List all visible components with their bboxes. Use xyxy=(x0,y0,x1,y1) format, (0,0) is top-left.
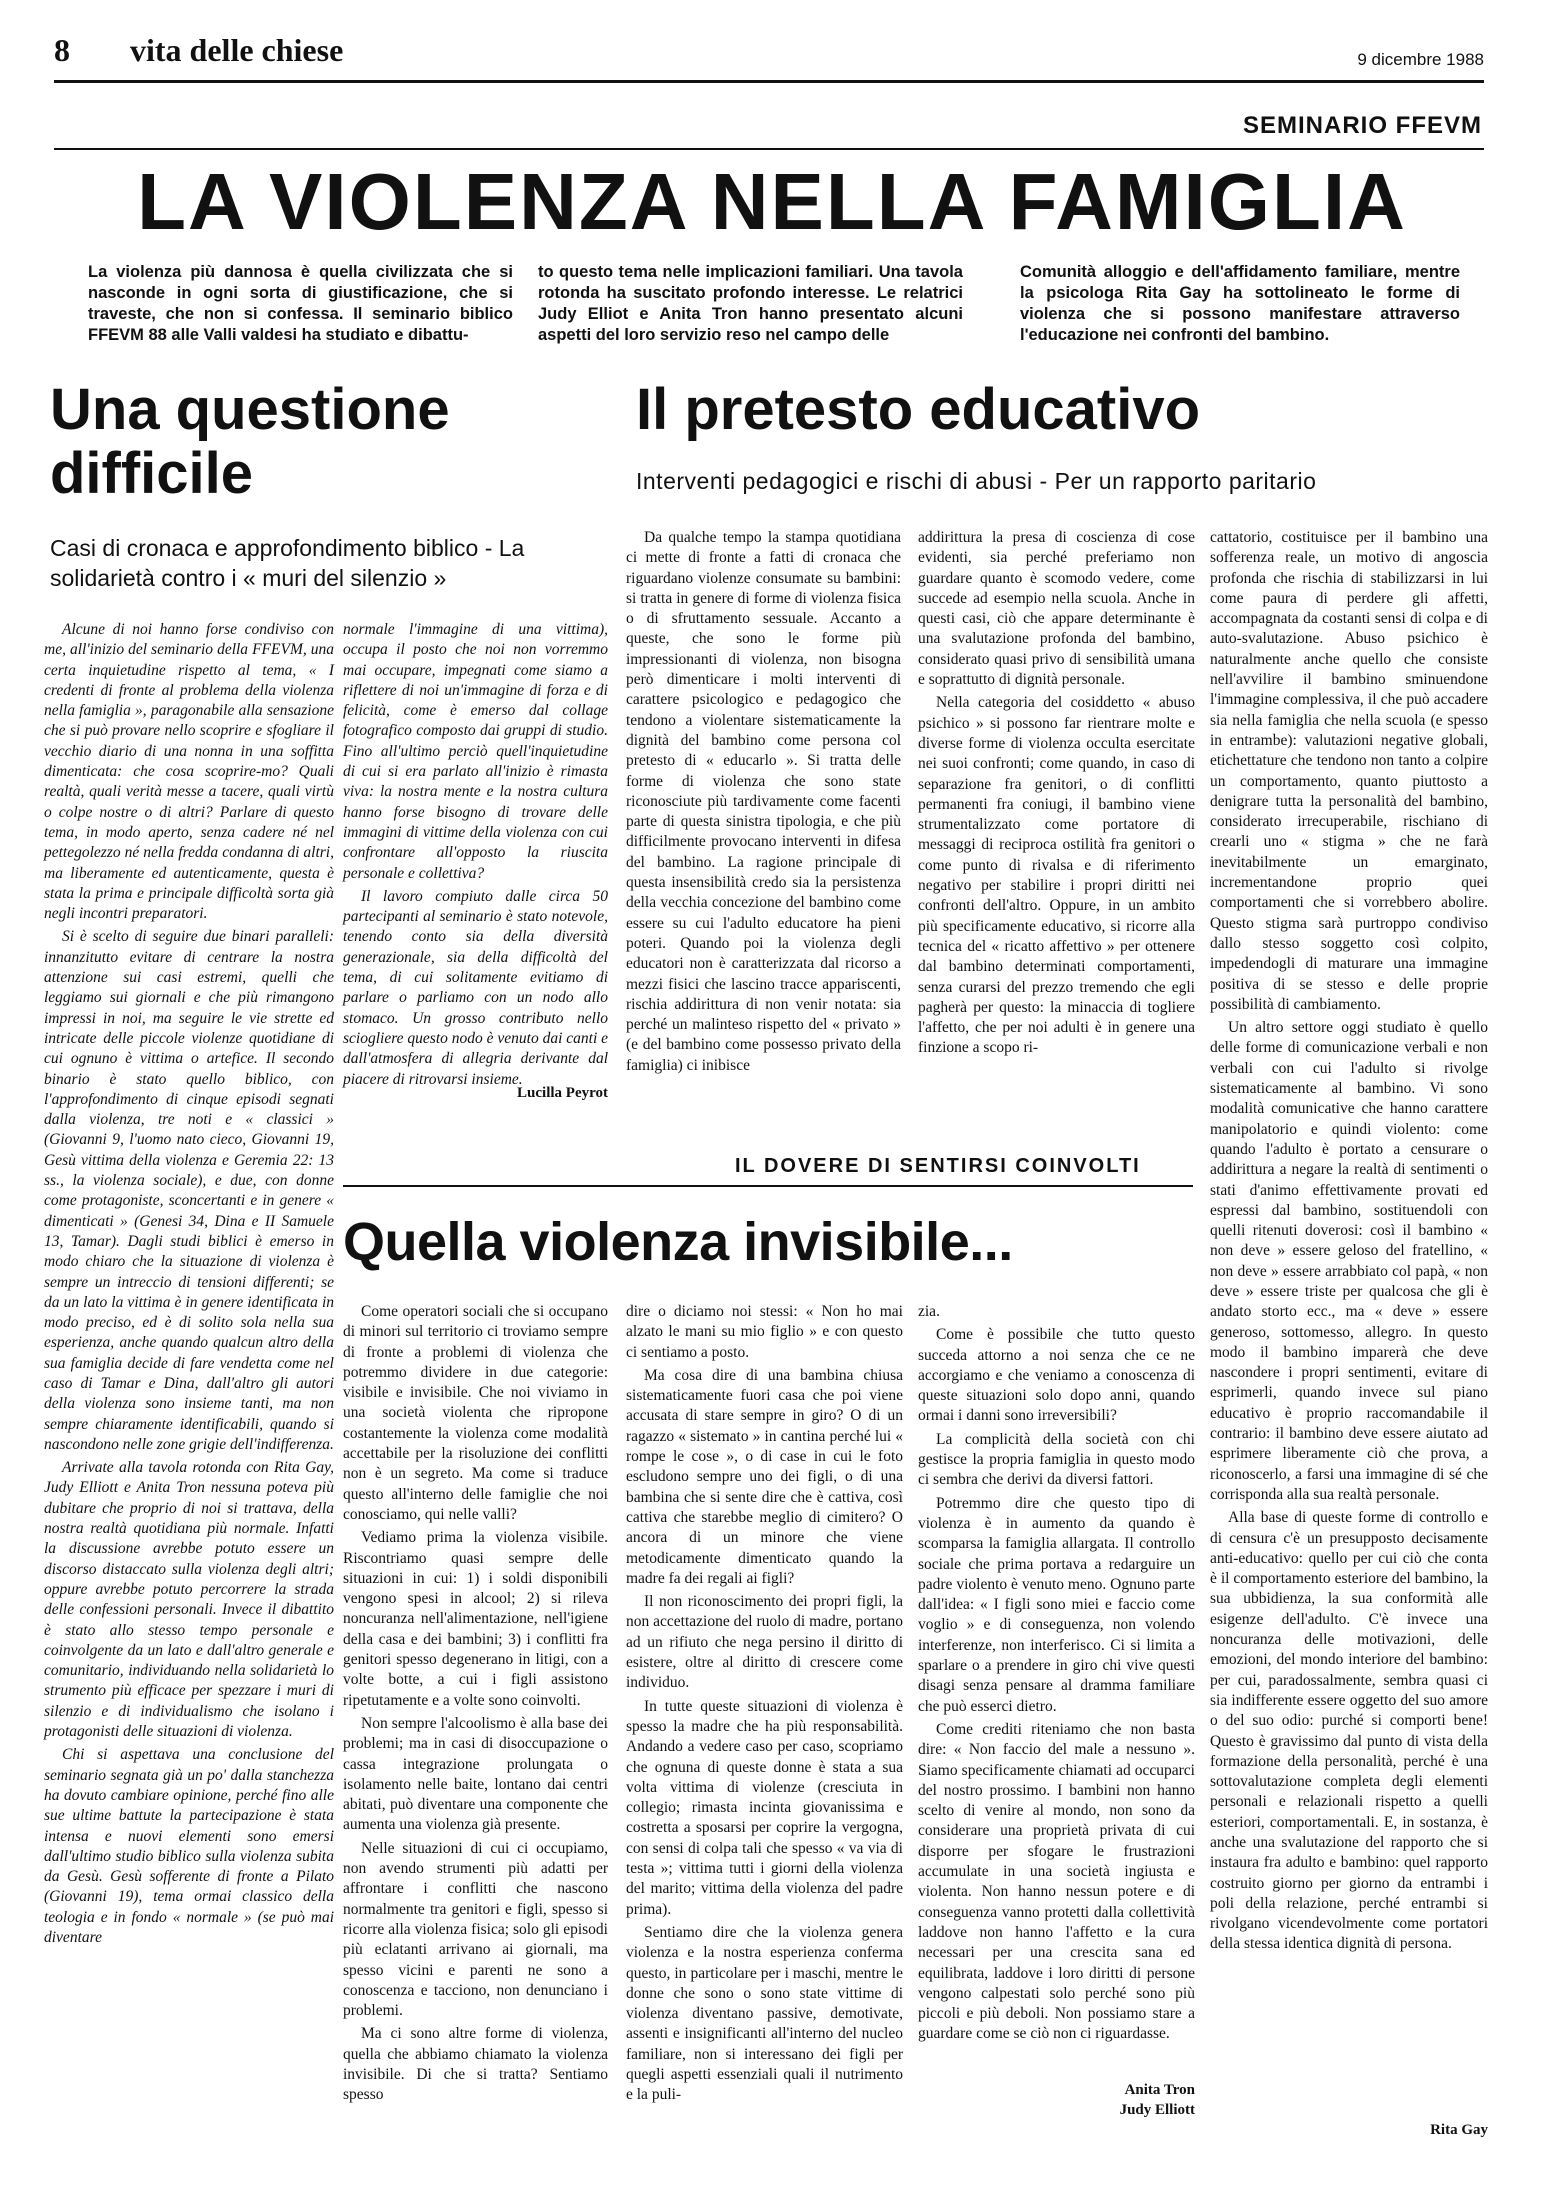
paragraph: Da qualche tempo la stampa quotidiana ci mette di fronte a fatti di cronaca che riguardano violenze consumate su bambini: si tratta in genere di forme di violenza fisica o di sfruttamento sessuale. Accanto a queste, che sono le forme più impressionanti di violenza, non bisogna però dimenticare i molti interventi di carattere psicologico e pedagogico che tendono a violentare sistematicamente la dignità del bambino come persona col pretesto di « educarlo ». Si tratta delle forme di violenza che sono state riconosciute più tardivamente come facenti parte di questa sinistra tipologia, e che più difficilmente provocano interventi in difesa del bambino. La ragione principale di questa insensibilità credo sia la persistenza della vecchia concezione del bambino come essere su cui l'adulto educatore ha pieni poteri. Quando poi la violenza degli educatori non è caratterizzata dal ricorso a mezzi fisici che lascino tracce appariscenti, rischia addirittura di non venir notata: sia perché un malinteso rispetto del « privato » (e del bambino come possesso privato della famiglia) ci inibisce xyxy=(626,529,901,1074)
article3-col1 xyxy=(343,1302,608,2112)
paragraph: In tutte queste situazioni di violenza è spesso la madre che ha più responsabilità. Andando a vedere caso per caso, scopriamo che ognuna di queste donne è stata a sua volta vittima di violenze (cresciuta in collegio; rimasta incinta giovanissima e costretta a sposarsi per coprire la vergogna, con sensi di colpa tali che spesso « va via di testa »; vittima tutti i giorni della violenza del marito; vittima della violenza del padre prima). xyxy=(626,1697,903,1918)
article3-kicker: IL DOVERE DI SENTIRSI COINVOLTI xyxy=(735,1155,1141,1177)
article3-rule xyxy=(343,1185,1193,1187)
header-rule xyxy=(54,80,1484,83)
paragraph: Come crediti riteniamo che non basta dire: « Non faccio del male a nessuno ». Siamo specificamente chiamati ad occuparci del nostro prossimo. I bambini non hanno scelto di venire al mondo, non sono da considerare una proprietà privata di cui disporre per sfogare le frustrazioni accumulate in una società ingiusta e violenta. Non hanno nessun potere e di conseguenza vanno protetti dalla collettività laddove non hanno l'affetto e la cura necessari per una crescita sana ed equilibrata, laddove i loro diritti di persone vengono calpestati solo perché sono più piccoli e più deboli. Non possiamo stare a guardare come se ciò non ci riguardasse. xyxy=(918,1720,1195,2043)
main-title: LA VIOLENZA NELLA FAMIGLIA xyxy=(137,157,1407,246)
article3-signature-2: Judy Elliott xyxy=(1119,2102,1195,2118)
paragraph: Ma ci sono altre forme di violenza, quella che abbiamo chiamato la violenza invisibile. Di che si tratta? Sentiamo spesso xyxy=(343,2025,608,2104)
intro-col-3: Comunità alloggio e dell'affidamento familiare, mentre la psicologa Rita Gay ha sottolineato le forme di violenza che si possono manifestare attraverso l'educazione nei confronti del bambino. xyxy=(1020,263,1460,344)
section-name: vita delle chiese xyxy=(130,32,344,68)
paragraph: Vediamo prima la violenza visibile. Riscontriamo quasi sempre delle situazioni in cui: 1) i soldi disponibili vengono spesi in alcool; 2) si rileva noncuranza nell'alimentazione, nell'igiene della casa e dei bambini; 3) i conflitti fra genitori spesso degenerano in litigi, con a volte botte, a cui i figli assistono ripetutamente e a volte sono coinvolti. xyxy=(343,1529,608,1709)
paragraph: Come è possibile che tutto questo succeda attorno a noi senza che ce ne accorgiamo e che veniamo a conoscenza di queste situazioni solo dopo anni, quando ormai i danni sono irreversibili? xyxy=(918,1326,1195,1425)
paragraph: Il non riconoscimento dei propri figli, la non accettazione del ruolo di madre, portano ad un rifiuto che nega persino il diritto di esistere, oltre al diritto di crescere come individuo. xyxy=(626,1593,903,1692)
article1-title: Una questione difficile xyxy=(50,377,450,506)
paragraph: Nelle situazioni di cui ci occupiamo, non avendo strumenti più adatti per affrontare i conflitti che nascono normalmente tra genitori e figli, spesso si ricorre alla violenza fisica; solo gli episodi più eclatanti arrivano ai giornali, ma spesso vicini e parenti ne sono a conoscenza e tacciono, non denunciano i problemi. xyxy=(343,1839,608,2020)
paragraph: addirittura la presa di coscienza di cose evidenti, sia perché preferiamo non guardare quanto è scomodo vedere, come succede ad esempio nella scuola. Anche in questi casi, ciò che appare determinante è una svalutazione profonda del bambino, considerato quasi privo di sensibilità umana e soprattutto di dignità personale. xyxy=(918,529,1195,689)
article1-col1 xyxy=(44,620,334,2190)
paragraph: Ma cosa dire di una bambina chiusa sistematicamente fuori casa che poi viene accusata di stare sempre in giro? O di un ragazzo « sistemato » in cantina perché lui « rompe le cose », o di case in cui le foto escludono sempre uno dei figli, o di una bambina che si sente dire che è cattiva, così cattiva che starebbe meglio di cimitero? O ancora di un minore che viene metodicamente dimenticato quando la madre fa dei regali ai figli? xyxy=(626,1366,903,1587)
paragraph: zia. xyxy=(918,1303,940,1320)
intro-col-1: La violenza più dannosa è quella civilizzata che si nasconde in ogni sorta di giustificazione, che si traveste, che non si confessa. Il seminario biblico FFEVM 88 alle Valli valdesi ha studiato e dibattu- xyxy=(88,263,513,344)
paragraph: Nella categoria del cosiddetto « abuso psichico » si possono far rientrare molte e diverse forme di violenza occulta esercitate nei suoi confronti; come quando, in caso di separazione fra genitori, o di conflitti permanenti fra coniugi, il bambino viene strumentalizzato come portatore di messaggi di reciproca ostilità fra genitori o come punto di rivalsa e di riferimento negativo per stabilire i propri diritti nei confronti dell'altro. Oppure, in un ambito più specificamente educativo, si ricorre alla tecnica del « ricatto affettivo » per ottenere dal bambino determinati comportamenti, senza curarsi del prezzo tremendo che egli pagherà per questo: la minaccia di togliere l'affetto, che per noi adulti è in genere una finzione a scopo ri- xyxy=(918,694,1195,1057)
paragraph: Chi si aspettava una conclusione del seminario segnata già un po' dalla stanchezza ha dovuto cambiare opinione, perché fino alle sue ultime battute la partecipazione è stata intensa e nuovi elementi sono emersi dall'ultimo studio biblico sulla violenza subita da Gesù. Gesù sofferente di fronte a Pilato (Giovanni 19), tema ormai classico della teologia e in fondo « normale » (se può mai diventare xyxy=(44,1746,334,1946)
article1-signature: Lucilla Peyrot xyxy=(517,1085,608,1101)
paragraph: Sentiamo dire che la violenza genera violenza e la nostra esperienza conferma questo, in particolare per i maschi, mentre le donne che sono o sono state vittime di violenza diventano passive, demotivate, assenti e insignificanti all'interno del nucleo familiare, non si interessano dei figli per quegli aspetti essenziali quali il nutrimento e la puli- xyxy=(626,1923,903,2104)
paragraph: Alla base di queste forme di controllo e di censura c'è un presupposto decisamente anti-educativo: quello per cui ciò che conta è il comportamento esteriore del bambino, la sua ubbidienza, la sua conformità alle esigenze dell'adulto. C'è invece una noncuranza delle motivazioni, delle emozioni, del mondo interiore del bambino: per cui, paradossalmente, sembra quasi ci sia indifferente essere oggetto del suo amore o del suo odio: purché si comporti bene! Questo è gravissimo dal punto di vista della formazione della personalità, perché è una sottovalutazione completa degli elementi personali e relazionali rispetto a quelli esteriori, comportamentali. E, in sostanza, è anche una svalutazione del rapporto che si instaura fra adulto e bambino: quel rapporto costruito giorno per giorno da entrambi i poli della relazione, perché entrambi si rivolgano vicendevolmente come portatori della stessa identica dignità di persona. xyxy=(1210,1509,1488,1953)
paragraph: Un altro settore oggi studiato è quello delle forme di comunicazione verbali e non verbali con cui l'adulto si rivolge sistematicamente al bambino. Vi sono modalità comunicative che hanno carattere manipolatorio e quindi violento: come quando l'adulto è portato a censurare o addirittura a negare la realtà di sentimenti o stati d'animo effettivamente provati ed espressi dal bambino, sostituendoli con quelli ritenuti doverosi: così il bambino « non deve » essere geloso del fratellino, « non deve » essere arrabbiato col papà, « non deve » essere triste per qualcosa che gli è andato storto ecc., ma « deve » essere generoso, sottomesso, allegro. In questo modo il bambino imparerà che deve nascondere i propri sentimenti, evitare di esprimerli, quando invece sul piano educativo è proprio raccomandabile il contrario: il bambino deve essere aiutato ad esprimere liberamente ciò che prova, a riconoscerlo, a farsi una immagine di sé che corrisponda alla sua realtà personale. xyxy=(1210,1019,1488,1503)
paragraph: Come operatori sociali che si occupano di minori sul territorio ci troviamo sempre di fronte a problemi di violenza che potremmo dividere in due categorie: visibile e invisibile. Che noi viviamo in una società violenta che ripropone costantemente la violenza come modalità accettabile per la risoluzione dei conflitti non è un segreto. Ma come si traduce questo all'interno delle famiglie che noi conosciamo, qui nelle valli? xyxy=(343,1303,608,1523)
paragraph: La complicità della società con chi gestisce la propria famiglia in questo modo ci sembra che derivi da diversi fattori. xyxy=(918,1430,1195,1489)
page-number: 8 xyxy=(54,32,70,68)
paragraph: normale l'immagine di una vittima), occupa il posto che noi non vorremmo mai occupare, impegnati come siamo a riflettere di noi un'immagine di forza e di felicità, come è emerso dal collage fotografico composto dai gruppi di studio. Fino all'ultimo perciò quell'inquietudine di cui si era parlato all'inizio è rimasta viva: la nostra mente e la nostra cultura hanno forse bisogno di trovare delle immagini di vittime della violenza con cui confrontare all'opposto la riuscita personale e collettiva? xyxy=(343,621,608,882)
article3-col3 xyxy=(918,1302,1195,2077)
article2-subtitle: Interventi pedagogici e rischi di abusi - Per un rapporto paritario xyxy=(636,468,1317,494)
paragraph: Potremmo dire che questo tipo di violenza è in aumento da quando è scomparsa la famiglia allargata. Il controllo sociale che prima portava a redarguire un padre violento è venuto meno. Ognuno parte dall'idea: « I figli sono miei e faccio come voglio » e di conseguenza, non volendo interferenze, non interferisco. Ci si limita a sparlare o a prendere in giro chi vive questi disagi senza pensare al dramma familiare che può esserci dietro. xyxy=(918,1494,1195,1715)
issue-date: 9 dicembre 1988 xyxy=(1357,50,1484,69)
article3-title: Quella violenza invisibile... xyxy=(343,1212,1013,1272)
article2-title: Il pretesto educativo xyxy=(636,377,1201,442)
article2-col2 xyxy=(918,528,1195,1076)
seminar-kicker: SEMINARIO FFEVM xyxy=(1242,112,1482,139)
article2-col1 xyxy=(626,528,901,1076)
intro-col-2: to questo tema nelle implicazioni familiari. Una tavola rotonda ha suscitato profondo interesse. Le relatrici Judy Elliot e Anita Tron hanno presentato alcuni aspetti del loro servizio reso nel campo delle xyxy=(538,263,963,344)
kicker-rule xyxy=(54,148,1484,150)
article1-subtitle: Casi di cronaca e approfondimento biblico - La solidarietà contro i « muri del silenzio » xyxy=(50,535,525,591)
paragraph: Alcune di noi hanno forse condiviso con me, all'inizio del seminario della FFEVM, una certa inquietudine rispetto al tema, « I credenti di fronte al problema della violenza nella famiglia », paragonabile alla sensazione che si può provare nello scoprire e sfogliare il vecchio diario di una nonna in una soffitta dimenticata: che cosa scoprire-mo? Quali realtà, quali verità messe a tacere, quali virtù o colpe nostre o di altri? Parlare di questo tema, in modo aperto, senza cadere né nel pettegolezzo né nella fredda condanna di altri, ma liberamente ed autenticamente, questa è stata la prima e principale difficoltà sorta già negli incontri preparatori. xyxy=(44,621,334,923)
article2-col3 xyxy=(1210,528,1488,2118)
paragraph: Il lavoro compiuto dalle circa 50 partecipanti al seminario è stato notevole, tenendo conto sia della diversità generazionale, sia della difficoltà del tema, di cui solitamente evitiamo di parlare o parliamo con un nodo allo stomaco. Un grosso contributo nello sciogliere questo nodo è venuto dai canti e dall'atmosfera di allegria derivante dal piacere di ritrovarsi insieme. xyxy=(343,887,609,1088)
article3-signature-1: Anita Tron xyxy=(1124,2082,1195,2098)
paragraph: cattatorio, costituisce per il bambino una sofferenza reale, un motivo di angoscia profonda che rischia di stabilizzarsi in lui come paura di perdere gli affetti, accompagnata da costanti sensi di colpa e di auto-svalutazione. Abuso psichico è naturalmente anche quello che consiste nell'avvilire il bambino sminuendone l'immagine complessiva, il che può accadere sia nella famiglia che nella scuola (e spesso in entrambe): valutazioni negative globali, etichettature che tendono non tanto a colpire un comportamento, quanto piuttosto a denigrare tutta la personalità del bambino, considerato irrecuperabile, rischiano di crearli uno « stigma » che ne farà inevitabilmente un emarginato, incrementandone proprio quei comportamenti che si vorrebbero abolire. Questo stigma sarà purtroppo condiviso dallo stesso soggetto così colpito, impedendogli di maturare una immagine positiva di se stesso e delle proprie possibilità di cambiamento. xyxy=(1210,529,1488,1013)
paragraph: Arrivate alla tavola rotonda con Rita Gay, Judy Elliott e Anita Tron nessuna poteva più dubitare che proprio di noi si trattava, della nostra realtà quotidiana più normale. Infatti la discussione avrebbe potuto essere un discorso distaccato sulla violenza degli altri; oppure avrebbe potuto percorrere la strada delle confessioni personali. Invece il dibattito è stato allo stesso tempo personale e coinvolgente da un lato e dall'altro generale e comunitario, individuando nella solidarietà lo strumento più efficace per spezzare i muri di silenzio e di individualismo che isolano i protagonisti delle situazioni di violenza. xyxy=(44,1459,334,1741)
paragraph: Non sempre l'alcoolismo è alla base dei problemi; ma in casi di disoccupazione o cassa integrazione prolungata o isolamento nelle baite, lontano dai centri abitati, può diventare una componente che aumenta una violenza già presente. xyxy=(343,1714,608,1834)
paragraph: dire o diciamo noi stessi: « Non ho mai alzato le mani su mio figlio » e con questo ci sentiamo a posto. xyxy=(626,1303,903,1361)
article1-col2 xyxy=(343,620,609,1088)
article2-signature: Rita Gay xyxy=(1430,2122,1488,2138)
paragraph: Si è scelto di seguire due binari paralleli: innanzitutto evitare di centrare la nostra attenzione sui casi estremi, quelli che leggiamo sui giornali e che più rimangono impressi in noi, ma seguire le vie strette ed intricate delle piccole violenze quotidiane di cui ognuno è vittima o artefice. Il secondo binario è stato quello biblico, con l'approfondimento di cinque episodi segnati dalla violenza, tre noti e « classici » (Giovanni 9, l'uomo nato cieco, Giovanni 19, Gesù vittima della violenza e Geremia 22: 13 ss., la violenza sociale), e due, con donne come protagoniste, sconcertanti e in genere « dimenticati » (Genesi 34, Dina e II Samuele 13, Tamar). Dagli studi biblici è emerso in modo chiaro che la situazione di violenza è sempre un intreccio di tensioni differenti; se da un lato la vittima è in genere identificata in modo preciso, ed è di solito sola nella sua esperienza, anche quando qualcun altro della sua famiglia decide di fare vendetta come nel caso di Tamar e Dina, dall'altro gli autori della violenza sono insieme tanti, ma non sempre chiaramente identificabili, quando si nascondono nelle zone grigie dell'indifferenza. xyxy=(44,928,334,1453)
article3-col2 xyxy=(626,1302,903,2112)
